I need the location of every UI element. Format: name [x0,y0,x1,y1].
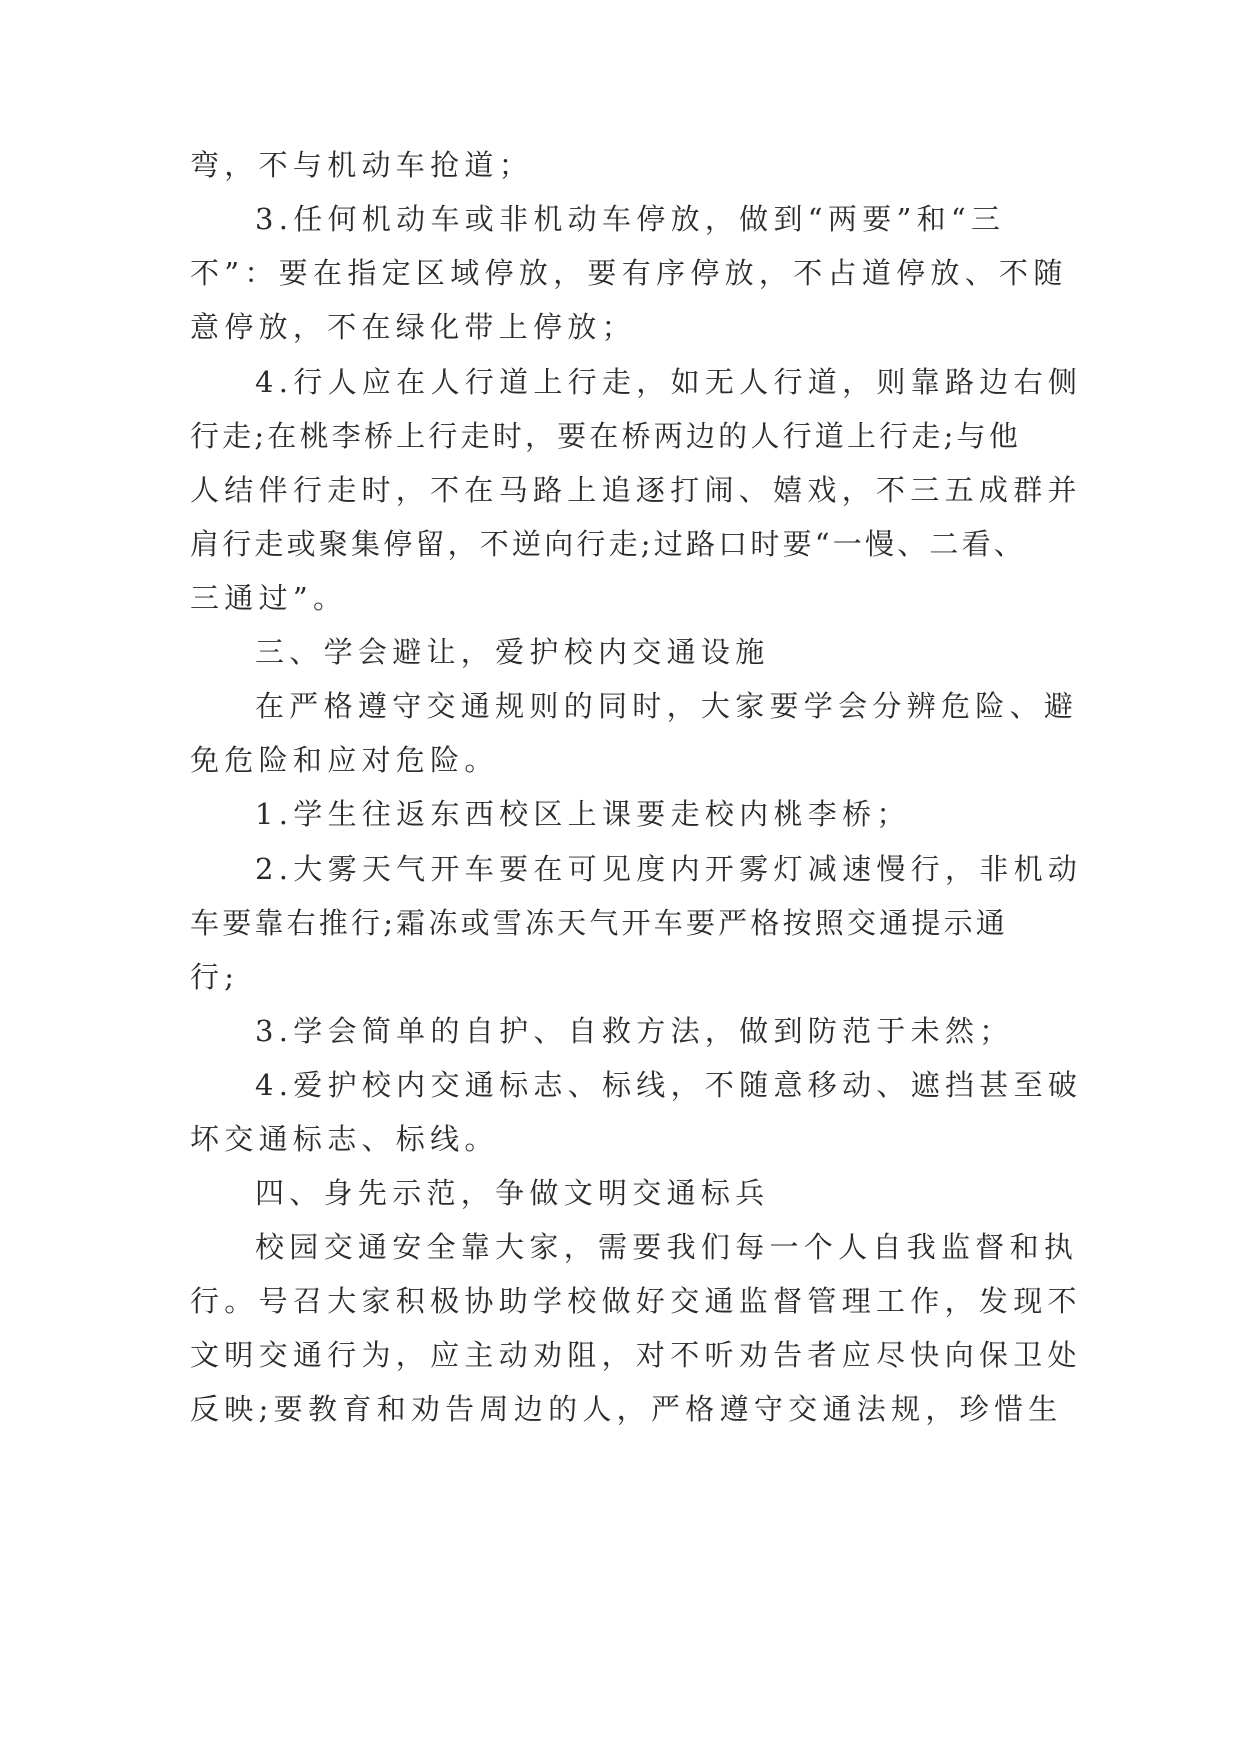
text-line: 三通过”。 [190,581,348,615]
text-line: 反映;要教育和劝告周边的人，严格遵守交通法规，珍惜生 [190,1392,1063,1426]
text-line: 4.爱护校内交通标志、标线，不随意移动、遮挡甚至破 [255,1068,1083,1102]
text-line: 在严格遵守交通规则的同时，大家要学会分辨危险、避 [255,689,1079,723]
text-line: 文明交通行为，应主动劝阻，对不听劝告者应尽快向保卫处 [190,1338,1082,1372]
text-line: 2.大雾天气开车要在可见度内开雾灯减速慢行，非机动 [255,852,1083,886]
text-line: 校园交通安全靠大家，需要我们每一个人自我监督和执 [255,1230,1079,1264]
section-heading: 四、身先示范，争做文明交通标兵 [255,1176,770,1210]
text-line: 免危险和应对危险。 [190,743,499,777]
text-line: 意停放，不在绿化带上停放； [190,310,636,344]
text-line: 肩行走或聚集停留，不逆向行走;过路口时要“一慢、二看、 [190,527,1026,561]
text-line: 3.任何机动车或非机动车停放，做到“两要”和“三 [255,202,1006,236]
text-line: 1.学生往返东西校区上课要走校内桃李桥； [255,797,911,831]
text-line: 3.学会简单的自护、自救方法，做到防范于未然； [255,1014,1014,1048]
text-line: 4.行人应在人行道上行走，如无人行道，则靠路边右侧 [255,365,1083,399]
text-line: 车要靠右推行;霜冻或雪冻天气开车要严格按照交通提示通 [190,906,1008,940]
text-line: 不”：要在指定区域停放，要有序停放，不占道停放、不随 [190,256,1068,290]
text-line: 人结伴行走时，不在马路上追逐打闹、嬉戏，不三五成群并 [190,473,1082,507]
text-line: 行; [190,960,240,994]
text-line: 行。号召大家积极协助学校做好交通监督管理工作，发现不 [190,1284,1082,1318]
text-line: 弯，不与机动车抢道； [190,148,534,182]
text-line: 坏交通标志、标线。 [190,1122,499,1156]
section-heading: 三、学会避让，爱护校内交通设施 [255,635,770,669]
text-line: 行走;在桃李桥上行走时，要在桥两边的人行道上行走;与他 [190,419,1021,453]
